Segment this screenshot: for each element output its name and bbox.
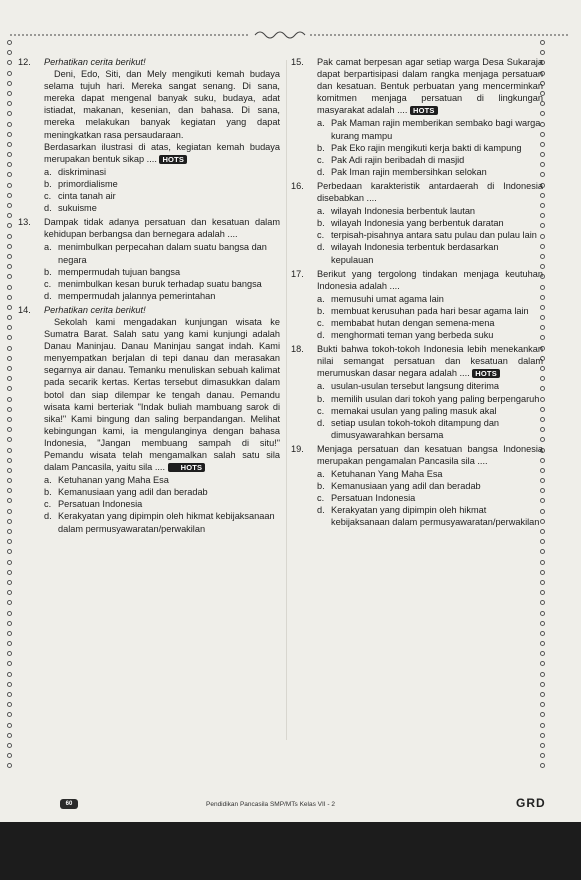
binder-ring-icon <box>7 223 12 228</box>
option-text: Pak Iman rajin membersihkan selokan <box>331 166 487 177</box>
option-text: wilayah Indonesia berbentuk lautan <box>331 206 476 217</box>
option-text: sukuisme <box>58 203 97 214</box>
answer-option[interactable] <box>44 266 280 278</box>
binder-ring-icon <box>7 152 12 157</box>
binder-ring-icon <box>7 723 12 728</box>
binder-ring-icon <box>7 244 12 249</box>
option-text: primordialisme <box>58 178 118 189</box>
binder-ring-icon <box>7 427 12 432</box>
question-text <box>44 216 280 240</box>
answer-option[interactable] <box>44 486 280 498</box>
binder-ring-icon <box>7 763 12 768</box>
binder-ring-icon <box>7 407 12 412</box>
option-letter: c. <box>317 493 325 504</box>
binder-ring-icon <box>7 539 12 544</box>
binder-ring-icon <box>7 651 12 656</box>
binder-ring-icon <box>7 366 12 371</box>
binder-ring-icon <box>7 81 12 86</box>
binder-ring-icon <box>7 672 12 677</box>
option-letter: a. <box>317 118 325 129</box>
answer-option[interactable] <box>317 241 543 265</box>
binder-ring-icon <box>540 631 545 636</box>
question-text <box>317 268 543 292</box>
option-letter: c. <box>44 278 52 289</box>
binder-ring-icon <box>540 723 545 728</box>
option-letter: d. <box>317 330 325 341</box>
answer-option[interactable] <box>317 393 543 405</box>
left-question-column <box>18 56 280 537</box>
question-paragraph <box>44 141 280 165</box>
binder-ring-icon <box>7 682 12 687</box>
answer-options <box>44 166 280 214</box>
option-text: memusuhi umat agama lain <box>331 293 444 304</box>
option-letter: b. <box>44 487 52 498</box>
binder-ring-icon <box>7 346 12 351</box>
option-letter: d. <box>44 290 52 301</box>
binder-ring-icon <box>7 193 12 198</box>
answer-option[interactable] <box>44 166 280 178</box>
binder-ring-icon <box>7 254 12 259</box>
binder-ring-icon <box>540 580 545 585</box>
answer-option[interactable] <box>44 290 280 302</box>
answer-option[interactable] <box>317 480 543 492</box>
binder-ring-icon <box>7 468 12 473</box>
answer-option[interactable] <box>44 498 280 510</box>
hots-badge: HOTS <box>168 463 206 472</box>
binder-ring-icon <box>7 71 12 76</box>
binder-ring-icon <box>7 509 12 514</box>
binder-ring-icon <box>7 386 12 391</box>
answer-option[interactable] <box>317 468 543 480</box>
answer-option[interactable] <box>317 205 543 217</box>
binder-ring-icon <box>7 529 12 534</box>
option-letter: d. <box>317 505 325 516</box>
question-instruction: Perhatikan cerita berikut! <box>44 304 146 315</box>
paragraph-text: Berdasarkan ilustrasi di atas, kegiatan kemah budaya merupakan bentuk sikap .... <box>44 141 280 164</box>
binder-ring-icon <box>540 753 545 758</box>
question-14 <box>18 304 280 535</box>
binder-ring-icon <box>540 590 545 595</box>
binder-ring-icon <box>7 60 12 65</box>
option-text: setiap usulan tokoh-tokoh ditampung dan dimusyawarahkan bersama <box>331 417 500 440</box>
binder-ring-icon <box>7 702 12 707</box>
answer-option[interactable] <box>317 380 543 392</box>
binder-ring-icon <box>7 264 12 269</box>
option-letter: d. <box>317 417 325 428</box>
binder-ring-icon <box>7 122 12 127</box>
paragraph-text: Sekolah kami mengadakan kunjungan wisata ke Sumatra Barat. Salah satu yang kami kunjungi adalah Danau Maninjau. Danau Maninjau sangat indah. Kami menyempatkan berjalan di tepi danau dan merasakan segarnya air danau. Temanku menuliskan sebuah kalimat pada secarik kertas. Kertas tersebut dimasukkan dalam botol dan siap dilempar ke tengah danau. Pemandu wisata kami berteriak "Indak buliah mambuang sarok di sika!" Kami bingung dan saling berpandangan. Melihat kebingungan kami, ia mengulanginya dengan bahasa Indonesia, "Jangan membuang sampah di situ!" Pemandu wisata telah mengamalkan salah satu sila dalam Pancasila, yaitu sila .... <box>44 316 280 473</box>
option-letter: b. <box>317 393 325 404</box>
binder-ring-icon <box>7 397 12 402</box>
answer-options <box>317 380 543 440</box>
answer-option[interactable] <box>317 293 543 305</box>
question-paragraph <box>317 56 543 116</box>
binder-ring-icon <box>7 611 12 616</box>
hots-badge: HOTS <box>410 106 438 115</box>
binder-ring-icon <box>540 651 545 656</box>
binder-ring-icon <box>540 600 545 605</box>
binder-ring-icon <box>540 661 545 666</box>
binder-ring-icon <box>540 641 545 646</box>
option-letter: a. <box>317 206 325 217</box>
binder-ring-icon <box>7 448 12 453</box>
answer-options <box>44 474 280 534</box>
answer-option[interactable] <box>317 305 543 317</box>
question-13 <box>18 216 280 302</box>
question-number: 16. <box>291 180 304 191</box>
question-number: 14. <box>18 304 31 315</box>
option-letter: b. <box>317 481 325 492</box>
page-footer <box>0 788 581 818</box>
paragraph-text: Pak camat berpesan agar setiap warga Desa Sukaraja dapat berpartisipasi dalam rangka menjaga persatuan dan kesatuan. Bentuk perbuatan yang mencerminkan komitmen menjaga persatuan di lingkungan masyarakat adalah .... <box>317 57 543 116</box>
question-19 <box>291 443 543 529</box>
answer-option[interactable] <box>317 405 543 417</box>
binder-ring-icon <box>540 712 545 717</box>
answer-option[interactable] <box>317 229 543 241</box>
option-letter: c. <box>317 230 325 241</box>
answer-option[interactable] <box>317 217 543 229</box>
option-letter: a. <box>44 242 52 253</box>
binder-ring-icon <box>7 315 12 320</box>
binder-ring-icon <box>540 611 545 616</box>
binder-ring-icon <box>540 549 545 554</box>
binder-ring-icon <box>540 50 545 55</box>
option-letter: c. <box>317 405 325 416</box>
option-letter: b. <box>44 178 52 189</box>
binder-ring-icon <box>7 549 12 554</box>
answer-option[interactable] <box>317 154 543 166</box>
question-text <box>44 56 280 165</box>
option-text: Kemanusiaan yang adil dan beradab <box>58 487 208 498</box>
answer-option[interactable] <box>44 202 280 214</box>
option-letter: a. <box>317 293 325 304</box>
binder-ring-icon <box>7 376 12 381</box>
option-text: Pak Adi rajin beribadah di masjid <box>331 154 465 165</box>
answer-option[interactable] <box>317 492 543 504</box>
binder-ring-icon <box>540 682 545 687</box>
answer-options <box>317 205 543 265</box>
column-divider <box>286 60 287 740</box>
question-paragraph <box>317 343 543 379</box>
question-number: 18. <box>291 344 304 355</box>
binder-ring-icon <box>7 498 12 503</box>
right-question-column <box>291 56 543 531</box>
hots-badge: HOTS <box>472 369 500 378</box>
question-text <box>44 304 280 473</box>
option-text: wilayah Indonesia terbentuk berdasarkan kepulauan <box>331 242 499 265</box>
question-18 <box>291 343 543 441</box>
option-letter: c. <box>317 154 325 165</box>
question-text <box>317 343 543 379</box>
paragraph-text: Dampak tidak adanya persatuan dan kesatuan dalam kehidupan berbangsa dan bernegara adalah .... <box>44 217 280 240</box>
binder-rings-left <box>5 40 13 800</box>
binder-ring-icon <box>540 621 545 626</box>
option-letter: b. <box>44 266 52 277</box>
question-12 <box>18 56 280 214</box>
binder-ring-icon <box>7 325 12 330</box>
binder-ring-icon <box>7 519 12 524</box>
binder-ring-icon <box>540 539 545 544</box>
binder-ring-icon <box>7 50 12 55</box>
binder-ring-icon <box>7 234 12 239</box>
binder-ring-icon <box>7 111 12 116</box>
answer-option[interactable] <box>317 166 543 178</box>
option-letter: c. <box>44 191 52 202</box>
publisher-logo: GRD <box>516 796 546 810</box>
option-letter: a. <box>44 475 52 486</box>
binder-ring-icon <box>7 661 12 666</box>
binder-ring-icon <box>7 600 12 605</box>
binder-ring-icon <box>7 285 12 290</box>
option-text: membabat hutan dengan semena-mena <box>331 317 495 328</box>
answer-option[interactable] <box>317 117 543 141</box>
option-text: diskriminasi <box>58 166 106 177</box>
binder-ring-icon <box>7 692 12 697</box>
hots-badge: HOTS <box>159 155 187 164</box>
question-paragraph <box>44 68 280 141</box>
question-17 <box>291 268 543 342</box>
binder-ring-icon <box>7 488 12 493</box>
binder-ring-icon <box>7 437 12 442</box>
option-text: Ketuhanan yang Maha Esa <box>58 475 169 486</box>
book-title: Pendidikan Pancasila SMP/MTs Kelas VII - 2 <box>206 801 335 808</box>
binder-ring-icon <box>540 733 545 738</box>
binder-ring-icon <box>7 743 12 748</box>
answer-options <box>317 468 543 528</box>
option-text: Ketuhanan Yang Maha Esa <box>331 469 443 480</box>
answer-option[interactable] <box>317 504 543 528</box>
answer-options <box>317 117 543 177</box>
binder-ring-icon <box>7 183 12 188</box>
answer-option[interactable] <box>44 278 280 290</box>
option-text: Pak Maman rajin memberikan sembako bagi warga kurang mampu <box>331 118 541 141</box>
option-text: menimbulkan kesan buruk terhadap suatu bangsa <box>58 278 262 289</box>
answer-option[interactable] <box>317 417 543 441</box>
binder-ring-icon <box>7 712 12 717</box>
option-text: Pak Eko rajin mengikuti kerja bakti di kampung <box>331 142 522 153</box>
answer-option[interactable] <box>317 329 543 341</box>
binder-ring-icon <box>7 172 12 177</box>
answer-options <box>44 241 280 301</box>
binder-ring-icon <box>7 203 12 208</box>
option-letter: a. <box>317 381 325 392</box>
question-text <box>317 180 543 204</box>
question-text <box>317 56 543 116</box>
binder-ring-icon <box>7 570 12 575</box>
binder-ring-icon <box>7 641 12 646</box>
question-paragraph <box>44 216 280 240</box>
binder-ring-icon <box>7 621 12 626</box>
option-letter: a. <box>317 469 325 480</box>
question-text <box>317 443 543 467</box>
option-text: Persatuan Indonesia <box>331 493 416 504</box>
paragraph-text: Deni, Edo, Siti, dan Mely mengikuti kemah budaya selama tujuh hari. Mereka sangat senang. Di sana, mereka dapat mengenal banyak suku, budaya, adat istiadat, makanan, kesenian, dan bahasa. Di sana, mereka melakukan banyak kegiatan yang dapat meningkatkan rasa persaudaraan. <box>44 69 280 140</box>
option-text: membuat kerusuhan pada hari besar agama lain <box>331 305 529 316</box>
option-letter: a. <box>44 166 52 177</box>
question-paragraph <box>44 316 280 473</box>
question-number: 12. <box>18 57 31 67</box>
answer-option[interactable] <box>44 178 280 190</box>
binder-ring-icon <box>540 560 545 565</box>
option-text: mempermudah tujuan bangsa <box>58 266 181 277</box>
binder-ring-icon <box>7 40 12 45</box>
option-letter: d. <box>44 511 52 522</box>
binder-ring-icon <box>7 162 12 167</box>
paragraph-text: Berikut yang tergolong tindakan menjaga keutuhan Indonesia adalah .... <box>317 268 543 291</box>
answer-option[interactable] <box>317 142 543 154</box>
binder-ring-icon <box>540 672 545 677</box>
binder-ring-icon <box>7 458 12 463</box>
question-16 <box>291 180 543 266</box>
answer-option[interactable] <box>44 510 280 534</box>
binder-ring-icon <box>7 305 12 310</box>
question-paragraph <box>317 268 543 292</box>
answer-option[interactable] <box>44 241 280 265</box>
binder-ring-icon <box>7 580 12 585</box>
option-text: memilih usulan dari tokoh yang paling berpengaruh <box>331 393 540 404</box>
option-text: Kerakyatan yang dipimpin oleh hikmat kebijaksanaan dalam permusyawaratan/perwakilan <box>331 505 540 528</box>
question-number: 13. <box>18 217 31 228</box>
binder-ring-icon <box>7 335 12 340</box>
option-letter: b. <box>317 305 325 316</box>
page-number: 60 <box>60 799 78 809</box>
question-number: 19. <box>291 443 304 454</box>
binder-ring-icon <box>7 560 12 565</box>
answer-option[interactable] <box>44 474 280 486</box>
option-text: Kemanusiaan yang adil dan beradab <box>331 481 481 492</box>
option-letter: d. <box>317 242 325 253</box>
binder-ring-icon <box>7 590 12 595</box>
option-letter: b. <box>317 218 325 229</box>
binder-ring-icon <box>540 702 545 707</box>
option-text: menghormati teman yang berbeda suku <box>331 330 494 341</box>
option-text: terpisah-pisahnya antara satu pulau dan pulau lain <box>331 230 537 241</box>
question-instruction: Perhatikan cerita berikut! <box>44 57 146 67</box>
option-letter: d. <box>317 166 325 177</box>
binder-ring-icon <box>7 142 12 147</box>
binder-ring-icon <box>7 631 12 636</box>
paragraph-text: Bukti bahwa tokoh-tokoh Indonesia lebih menekankan nilai semangat persatuan dan kesatuan dalam merumuskan dasar negara adalah .... <box>317 344 543 379</box>
option-text: usulan-usulan tersebut langsung diterima <box>331 381 500 392</box>
question-number: 15. <box>291 57 304 67</box>
option-text: wilayah Indonesia yang berbentuk daratan <box>331 218 504 229</box>
paragraph-text: Perbedaan karakteristik antardaerah di Indonesia disebabkan .... <box>317 180 543 204</box>
option-text: Kerakyatan yang dipimpin oleh hikmat kebijaksanaan dalam permusyawaratan/perwakilan <box>58 511 275 534</box>
question-paragraph <box>317 443 543 467</box>
binder-ring-icon <box>7 274 12 279</box>
top-ornament <box>0 28 581 42</box>
binder-ring-icon <box>7 356 12 361</box>
binder-ring-icon <box>7 132 12 137</box>
option-letter: d. <box>44 203 52 214</box>
option-letter: c. <box>44 499 52 510</box>
option-text: memakai usulan yang paling masuk akal <box>331 405 497 416</box>
option-letter: c. <box>317 317 325 328</box>
binder-ring-icon <box>7 733 12 738</box>
binder-ring-icon <box>540 570 545 575</box>
option-text: Persatuan Indonesia <box>58 499 143 510</box>
binder-ring-icon <box>7 91 12 96</box>
binder-ring-icon <box>7 478 12 483</box>
option-text: mempermudah jalannya pemerintahan <box>58 290 216 301</box>
binder-ring-icon <box>540 763 545 768</box>
binder-ring-icon <box>540 692 545 697</box>
answer-options <box>317 293 543 341</box>
binder-ring-icon <box>540 743 545 748</box>
question-paragraph <box>317 180 543 204</box>
option-text: menimbulkan perpecahan dalam suatu bangsa dan negara <box>58 242 267 265</box>
binder-ring-icon <box>7 295 12 300</box>
question-15 <box>291 56 543 178</box>
binder-ring-icon <box>540 40 545 45</box>
option-letter: b. <box>317 142 325 153</box>
binder-ring-icon <box>7 753 12 758</box>
binder-ring-icon <box>7 417 12 422</box>
binder-ring-icon <box>7 213 12 218</box>
option-text: cinta tanah air <box>58 191 116 202</box>
paragraph-text: Menjaga persatuan dan kesatuan bangsa Indonesia merupakan pengamalan Pancasila sila .... <box>317 443 543 466</box>
answer-option[interactable] <box>317 317 543 329</box>
binder-ring-icon <box>7 101 12 106</box>
answer-option[interactable] <box>44 190 280 202</box>
background-surface <box>0 822 581 880</box>
question-number: 17. <box>291 268 304 279</box>
